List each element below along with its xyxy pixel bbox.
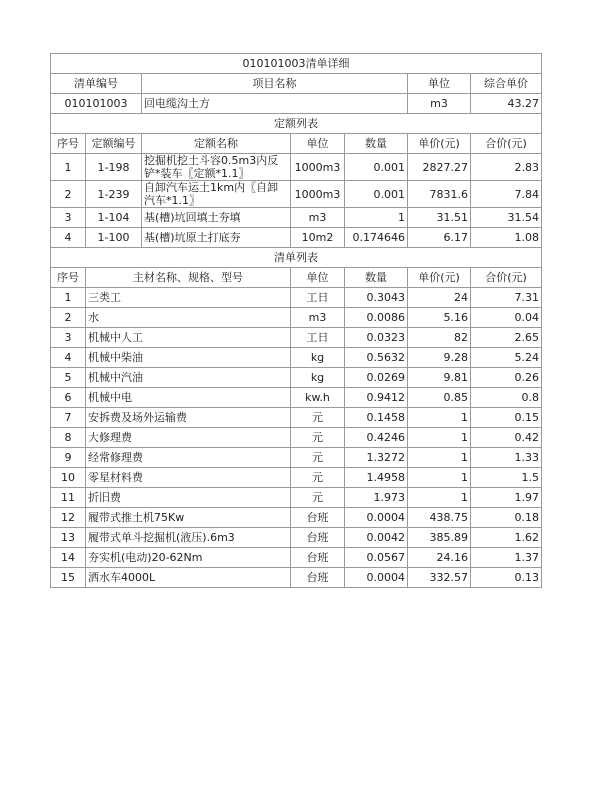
material-qty: 0.3043 [345, 288, 408, 308]
material-unit: 台班 [291, 508, 345, 528]
quota-code: 1-100 [86, 228, 142, 248]
material-qty: 0.1458 [345, 408, 408, 428]
material-unit-price: 1 [408, 488, 471, 508]
material-unit: 元 [291, 408, 345, 428]
material-section-row [51, 248, 542, 268]
material-row [51, 488, 542, 508]
detail-table [50, 53, 542, 588]
material-qty: 0.0004 [345, 568, 408, 588]
list-item-row [51, 94, 542, 114]
quota-section-title: 定额列表 [51, 114, 542, 134]
quota-qty: 1 [345, 208, 408, 228]
material-unit: 台班 [291, 528, 345, 548]
list-price-header: 综合单价 [471, 74, 542, 94]
material-row [51, 408, 542, 428]
quota-no: 1 [51, 154, 86, 181]
quota-qty: 0.174646 [345, 228, 408, 248]
material-name: 夯实机(电动)20-62Nm [86, 548, 291, 568]
material-header-row [51, 268, 542, 288]
material-qty: 0.5632 [345, 348, 408, 368]
material-no: 2 [51, 308, 86, 328]
quota-code: 1-104 [86, 208, 142, 228]
material-total: 0.8 [471, 388, 542, 408]
material-row [51, 288, 542, 308]
material-unit-price: 9.81 [408, 368, 471, 388]
material-unit: kg [291, 368, 345, 388]
material-no: 7 [51, 408, 86, 428]
material-unit-price: 82 [408, 328, 471, 348]
quota-code: 1-239 [86, 181, 142, 208]
material-unit-price: 385.89 [408, 528, 471, 548]
quota-total: 1.08 [471, 228, 542, 248]
list-item-unit: m3 [408, 94, 471, 114]
material-no: 5 [51, 368, 86, 388]
material-total: 5.24 [471, 348, 542, 368]
quota-unit-price: 6.17 [408, 228, 471, 248]
quota-total-header: 合价(元) [471, 134, 542, 154]
material-no: 4 [51, 348, 86, 368]
quota-unit: m3 [291, 208, 345, 228]
quota-name: 基(槽)坑原土打底夯 [142, 228, 291, 248]
material-unit-header: 单位 [291, 268, 345, 288]
material-no: 14 [51, 548, 86, 568]
material-unit-price: 0.85 [408, 388, 471, 408]
quota-no: 3 [51, 208, 86, 228]
material-no: 3 [51, 328, 86, 348]
quota-name-header: 定额名称 [142, 134, 291, 154]
material-row [51, 388, 542, 408]
material-unit-price: 1 [408, 408, 471, 428]
material-unit-price: 1 [408, 448, 471, 468]
material-total: 0.04 [471, 308, 542, 328]
quota-unit: 1000m3 [291, 181, 345, 208]
material-total: 1.33 [471, 448, 542, 468]
quota-code-header: 定额编号 [86, 134, 142, 154]
material-unit: 台班 [291, 548, 345, 568]
material-name: 机械中人工 [86, 328, 291, 348]
material-row [51, 528, 542, 548]
material-unit-price: 24.16 [408, 548, 471, 568]
quota-total: 7.84 [471, 181, 542, 208]
material-name: 机械中电 [86, 388, 291, 408]
material-row [51, 328, 542, 348]
material-total: 1.62 [471, 528, 542, 548]
material-name: 履带式单斗挖掘机(液压).6m3 [86, 528, 291, 548]
list-name-header: 项目名称 [142, 74, 408, 94]
material-qty: 0.0042 [345, 528, 408, 548]
material-row [51, 448, 542, 468]
material-qty-header: 数量 [345, 268, 408, 288]
material-qty: 1.3272 [345, 448, 408, 468]
material-name: 安拆费及场外运输费 [86, 408, 291, 428]
material-name-header: 主材名称、规格、型号 [86, 268, 291, 288]
quota-qty: 0.001 [345, 181, 408, 208]
material-name: 经常修理费 [86, 448, 291, 468]
material-unit: 元 [291, 448, 345, 468]
material-no: 12 [51, 508, 86, 528]
material-name: 大修理费 [86, 428, 291, 448]
material-no: 13 [51, 528, 86, 548]
material-rows [51, 288, 542, 588]
material-qty: 0.0269 [345, 368, 408, 388]
quota-row [51, 228, 542, 248]
quota-row [51, 181, 542, 208]
material-unit: kg [291, 348, 345, 368]
material-qty: 0.9412 [345, 388, 408, 408]
material-name: 机械中柴油 [86, 348, 291, 368]
material-row [51, 468, 542, 488]
material-qty: 1.4958 [345, 468, 408, 488]
material-name: 三类工 [86, 288, 291, 308]
quota-row [51, 208, 542, 228]
quota-total: 31.54 [471, 208, 542, 228]
quota-unit: 1000m3 [291, 154, 345, 181]
quota-unit-price: 7831.6 [408, 181, 471, 208]
material-no: 8 [51, 428, 86, 448]
material-qty: 0.0567 [345, 548, 408, 568]
quota-unit: 10m2 [291, 228, 345, 248]
material-no: 11 [51, 488, 86, 508]
quota-code: 1-198 [86, 154, 142, 181]
material-no: 9 [51, 448, 86, 468]
material-no-header: 序号 [51, 268, 86, 288]
material-total: 0.18 [471, 508, 542, 528]
list-item-name: 回电缆沟土方 [142, 94, 408, 114]
material-unit: 台班 [291, 568, 345, 588]
material-qty: 0.0323 [345, 328, 408, 348]
material-unit: 元 [291, 488, 345, 508]
material-no: 1 [51, 288, 86, 308]
material-qty: 0.0086 [345, 308, 408, 328]
material-qty: 0.0004 [345, 508, 408, 528]
quota-name: 挖掘机挖土斗容0.5m3内反铲*装车〖定额*1.1〗 [142, 154, 291, 181]
material-unit: 工日 [291, 328, 345, 348]
material-unit-price: 9.28 [408, 348, 471, 368]
material-unit: 工日 [291, 288, 345, 308]
material-section-title: 清单列表 [51, 248, 542, 268]
list-item-price: 43.27 [471, 94, 542, 114]
quota-qty: 0.001 [345, 154, 408, 181]
material-no: 10 [51, 468, 86, 488]
material-no: 15 [51, 568, 86, 588]
material-unit-price: 24 [408, 288, 471, 308]
material-row [51, 508, 542, 528]
material-name: 履带式推土机75Kw [86, 508, 291, 528]
material-unit: 元 [291, 468, 345, 488]
material-unit-price: 332.57 [408, 568, 471, 588]
material-name: 零星材料费 [86, 468, 291, 488]
material-total: 1.5 [471, 468, 542, 488]
material-qty: 1.973 [345, 488, 408, 508]
material-row [51, 568, 542, 588]
material-qty: 0.4246 [345, 428, 408, 448]
quota-unit-header: 单位 [291, 134, 345, 154]
material-name: 水 [86, 308, 291, 328]
quota-qty-header: 数量 [345, 134, 408, 154]
material-name: 机械中汽油 [86, 368, 291, 388]
material-unit: kw.h [291, 388, 345, 408]
material-total: 1.97 [471, 488, 542, 508]
quota-name: 基(槽)坑回填土夯填 [142, 208, 291, 228]
material-unit-price: 1 [408, 428, 471, 448]
quota-total: 2.83 [471, 154, 542, 181]
material-total: 0.13 [471, 568, 542, 588]
material-total: 0.42 [471, 428, 542, 448]
material-total: 0.26 [471, 368, 542, 388]
title-row [51, 54, 542, 74]
material-total-header: 合价(元) [471, 268, 542, 288]
material-row [51, 348, 542, 368]
material-unit-price: 1 [408, 468, 471, 488]
material-total: 1.37 [471, 548, 542, 568]
quota-section-row [51, 114, 542, 134]
material-total: 2.65 [471, 328, 542, 348]
quota-unit-price: 31.51 [408, 208, 471, 228]
material-row [51, 308, 542, 328]
list-header-row [51, 74, 542, 94]
list-item-code: 010101003 [51, 94, 142, 114]
material-no: 6 [51, 388, 86, 408]
quota-unit-price: 2827.27 [408, 154, 471, 181]
material-name: 折旧费 [86, 488, 291, 508]
list-unit-header: 单位 [408, 74, 471, 94]
material-row [51, 548, 542, 568]
material-name: 洒水车4000L [86, 568, 291, 588]
quota-no: 2 [51, 181, 86, 208]
material-total: 7.31 [471, 288, 542, 308]
quota-unit-price-header: 单价(元) [408, 134, 471, 154]
material-unit-price: 438.75 [408, 508, 471, 528]
quota-row [51, 154, 542, 181]
material-unit: m3 [291, 308, 345, 328]
quota-no-header: 序号 [51, 134, 86, 154]
quota-header-row [51, 134, 542, 154]
sheet-title: 010101003清单详细 [51, 54, 542, 74]
material-unit-price-header: 单价(元) [408, 268, 471, 288]
material-unit: 元 [291, 428, 345, 448]
list-code-header: 清单编号 [51, 74, 142, 94]
material-row [51, 368, 542, 388]
quota-name: 自卸汽车运土1km内〖自卸汽车*1.1〗 [142, 181, 291, 208]
material-total: 0.15 [471, 408, 542, 428]
material-unit-price: 5.16 [408, 308, 471, 328]
quota-no: 4 [51, 228, 86, 248]
material-row [51, 428, 542, 448]
